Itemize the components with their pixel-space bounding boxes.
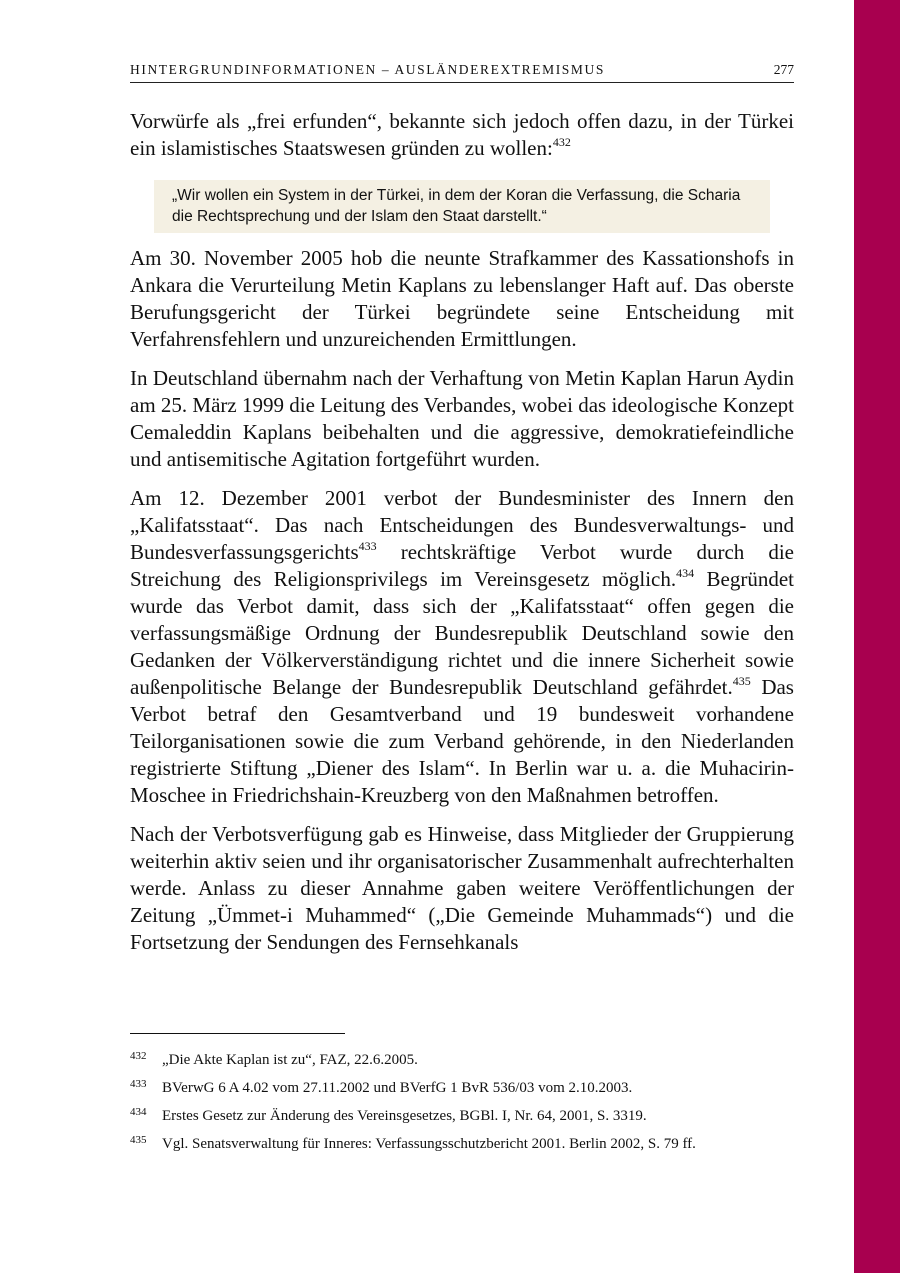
paragraph-2: Am 30. November 2005 hob die neunte Strafkammer des Kassationshofs in Ankara die Verurteilung Metin Kaplans zu lebenslanger Haft auf. Das oberste Berufungsgericht der Türkei begründete seine Entscheidung mit Verfahrensfehlern und unzureichenden Ermittlungen. bbox=[130, 246, 794, 351]
footnote-ref-433[interactable]: 433 bbox=[358, 539, 377, 553]
footnote-text: Vgl. Senatsverwaltung für Inneres: Verfassungsschutzbericht 2001. Berlin 2002, S. 79 ff. bbox=[162, 1136, 696, 1152]
paragraph-4 bbox=[130, 485, 794, 809]
footnote-434 bbox=[130, 1106, 794, 1127]
main-text bbox=[130, 108, 794, 968]
footnote-number: 435 bbox=[130, 1134, 147, 1146]
running-header bbox=[130, 62, 794, 83]
paragraph-4-text-3: Begründet wurde das Verbot damit, dass sich der „Kalifatsstaat“ offen gegen die verfassungsmäßige Ordnung der Bundesrepublik Deutschland sowie den Gedanken der Völkerverständigung richtet und die innere Sicherheit sowie außenpolitische Belange der Bundesrepublik Deutschland gefährdet. bbox=[130, 567, 794, 699]
footnote-ref-434[interactable]: 434 bbox=[676, 566, 695, 580]
header-title: HINTERGRUNDINFORMATIONEN – AUSLÄNDEREXTREMISMUS bbox=[130, 62, 605, 77]
paragraph-4-text-4: Das Verbot betraf den Gesamtverband und 19 bundesweit vorhandene Teilorganisationen sowie die zum Verband gehörende, in den Niederlanden registrierte Stiftung „Diener des Islam“. In Berlin war u. a. die Muhacirin-Moschee in Friedrichshain-Kreuzberg von den Maßnahmen betroffen. bbox=[130, 675, 794, 807]
footnote-ref-432[interactable]: 432 bbox=[552, 135, 571, 149]
footnote-number: 434 bbox=[130, 1106, 147, 1118]
block-quote: „Wir wollen ein System in der Türkei, in dem der Koran die Verfassung, die Scharia die Rechtsprechung und der Islam den Staat darstellt.“ bbox=[154, 180, 770, 233]
footnote-433 bbox=[130, 1078, 794, 1099]
paragraph-3: In Deutschland übernahm nach der Verhaftung von Metin Kaplan Harun Aydin am 25. März 1999 die Leitung des Verbandes, wobei das ideologische Konzept Cemaleddin Kaplans beibehalten und die aggressive, demokratiefeindliche und antisemitische Agitation fortgeführt wurden. bbox=[130, 366, 794, 471]
footnote-text: „Die Akte Kaplan ist zu“, FAZ, 22.6.2005. bbox=[162, 1052, 418, 1068]
paragraph-4-text-2: rechtskräftige Verbot wurde durch die Streichung des Religionsprivilegs im Vereinsgesetz möglich. bbox=[130, 540, 794, 591]
accent-side-bar bbox=[854, 0, 900, 1273]
footnote-number: 433 bbox=[130, 1078, 147, 1090]
footnote-number: 432 bbox=[130, 1050, 147, 1062]
paragraph-4-text-1: Am 12. Dezember 2001 verbot der Bundesminister des Innern den „Kalifatsstaat“. Das nach Entscheidungen des Bundesverwaltungs- und Bundesverfassungsgerichts bbox=[130, 486, 794, 564]
paragraph-1-text: Vorwürfe als „frei erfunden“, bekannte sich jedoch offen dazu, in der Türkei ein islamistisches Staatswesen gründen zu wollen: bbox=[130, 109, 794, 160]
footnotes bbox=[130, 1050, 794, 1162]
footnote-ref-435[interactable]: 435 bbox=[732, 674, 751, 688]
footnote-text: BVerwG 6 A 4.02 vom 27.11.2002 und BVerfG 1 BvR 536/03 vom 2.10.2003. bbox=[162, 1080, 633, 1096]
footnote-432 bbox=[130, 1050, 794, 1071]
page-number: 277 bbox=[773, 62, 794, 77]
paragraph-5: Nach der Verbotsverfügung gab es Hinweise, dass Mitglieder der Gruppierung weiterhin aktiv seien und ihr organisatorischer Zusammenhalt aufrechterhalten werde. Anlass zu dieser Annahme gaben weitere Veröffentlichungen der Zeitung „Ümmet-i Muhammed“ („Die Gemeinde Muhammads“) und die Fortsetzung der Sendungen des Fernsehkanals bbox=[130, 822, 794, 954]
paragraph-1 bbox=[130, 108, 794, 162]
footnote-text: Erstes Gesetz zur Änderung des Vereinsgesetzes, BGBl. I, Nr. 64, 2001, S. 3319. bbox=[162, 1108, 647, 1124]
footnote-separator bbox=[130, 1033, 345, 1034]
footnote-435 bbox=[130, 1134, 794, 1155]
